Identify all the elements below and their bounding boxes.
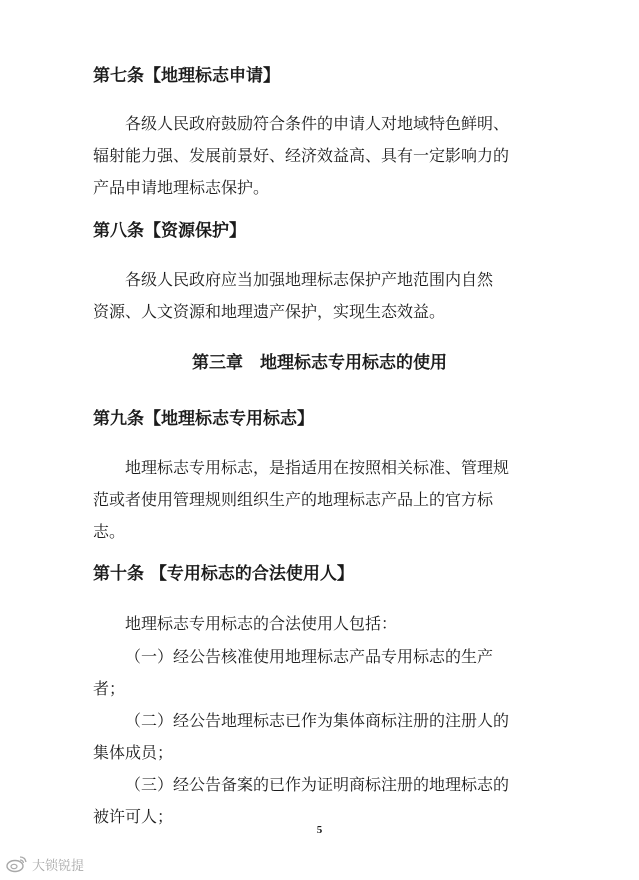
text-line: 范或者使用管理规则组织生产的地理标志产品上的官方标 — [93, 490, 494, 509]
text-line: 被许可人； — [93, 807, 174, 826]
text-line: （三）经公告备案的已作为证明商标注册的地理标志的 — [125, 775, 510, 794]
article-10-intro — [93, 608, 549, 640]
article-7-paragraph — [93, 108, 549, 204]
article-9-heading: 第九条【地理标志专用标志】 — [93, 409, 314, 429]
text-line: 各级人民政府鼓励符合条件的申请人对地域特色鲜明、 — [125, 114, 510, 133]
text-line: 产品申请地理标志保护。 — [93, 178, 270, 197]
text-line: 者； — [93, 679, 126, 698]
text-line: 集体成员； — [93, 743, 174, 762]
article-8-paragraph — [93, 264, 549, 328]
text-line: （二）经公告地理标志已作为集体商标注册的注册人的 — [125, 711, 510, 730]
text-line: 地理标志专用标志的合法使用人包括： — [125, 614, 398, 633]
text-line: 志。 — [93, 522, 126, 541]
article-10-item-1 — [93, 641, 549, 705]
text-line: 地理标志专用标志，是指适用在按照相关标准、管理规 — [125, 458, 510, 477]
article-10-item-2 — [93, 705, 549, 769]
text-line: （一）经公告核准使用地理标志产品专用标志的生产 — [125, 647, 494, 666]
watermark-text: 大锁锐提 — [32, 858, 85, 874]
weibo-logo-icon — [6, 855, 28, 873]
article-9-paragraph — [93, 452, 549, 548]
article-10-heading: 第十条 【专用标志的合法使用人】 — [93, 564, 354, 584]
chapter-title: 第三章 地理标志专用标志的使用 — [192, 353, 447, 373]
watermark — [6, 852, 84, 876]
article-8-heading: 第八条【资源保护】 — [93, 221, 246, 241]
article-7-heading: 第七条【地理标志申请】 — [93, 66, 280, 86]
text-line: 资源、人文资源和地理遗产保护，实现生态效益。 — [93, 302, 446, 321]
page-number: 5 — [316, 824, 323, 836]
text-line: 各级人民政府应当加强地理标志保护产地范围内自然 — [125, 270, 494, 289]
text-line: 辐射能力强、发展前景好、经济效益高、具有一定影响力的 — [93, 146, 510, 165]
